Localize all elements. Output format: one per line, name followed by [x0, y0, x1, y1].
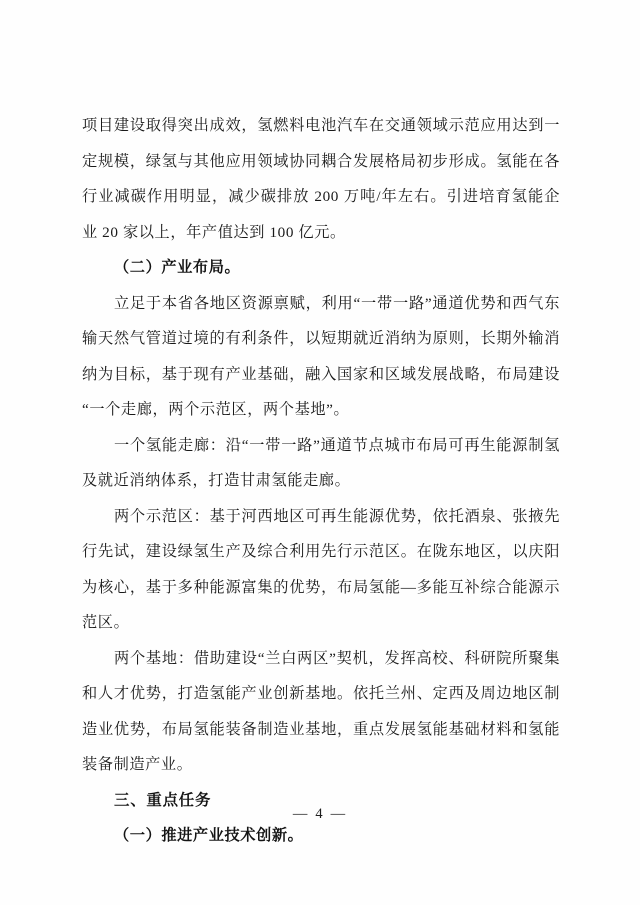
page-footer: [0, 806, 640, 823]
paragraph-layout-overview: 立足于本省各地区资源禀赋，利用“一带一路”通道优势和西气东输天然气管道过境的有利条件，以短期就近消纳为原则，长期外输消纳为目标，基于现有产业基础，融入国家和区域发展战略，布局建设“一个走廊，两个示范区，两个基地”。: [82, 294, 560, 418]
document-body: [82, 108, 560, 854]
subheading-industry-layout: （二）产业布局。: [114, 259, 241, 276]
paragraph-hydrogen-corridor: 一个氢能走廊：沿“一带一路”通道节点城市布局可再生能源制氢及就近消纳体系，打造甘肃氢能走廊。: [82, 436, 560, 489]
heading-key-tasks: 三、重点任务: [114, 791, 212, 809]
page-number: 4: [315, 806, 325, 822]
subheading-tech-innovation: （一）推进产业技术创新。: [114, 827, 304, 844]
paragraph-goals: 项目建设取得突出成效，氢燃料电池汽车在交通领域示范应用达到一定规模，绿氢与其他应用领域协同耦合发展格局初步形成。氢能在各行业减碳作用明显，减少碳排放 200 万吨/年左右。引进培育氢能企业 20 家以上，年产值达到 100 亿元。: [82, 117, 560, 241]
footer-dash-right: —: [330, 806, 348, 822]
footer-dash-left: —: [292, 806, 310, 822]
paragraph-two-bases: 两个基地：借助建设“兰白两区”契机，发挥高校、科研院所聚集和人才优势，打造氢能产业创新基地。依托兰州、定西及周边地区制造业优势，布局氢能装备制造业基地，重点发展氢能基础材料和氢能装备制造产业。: [82, 649, 560, 773]
paragraph-demonstration-zones: 两个示范区：基于河西地区可再生能源优势，依托酒泉、张掖先行先试，建设绿氢生产及综合利用先行示范区。在陇东地区，以庆阳为核心，基于多种能源富集的优势，布局氢能—多能互补综合能源示范区。: [82, 507, 560, 631]
